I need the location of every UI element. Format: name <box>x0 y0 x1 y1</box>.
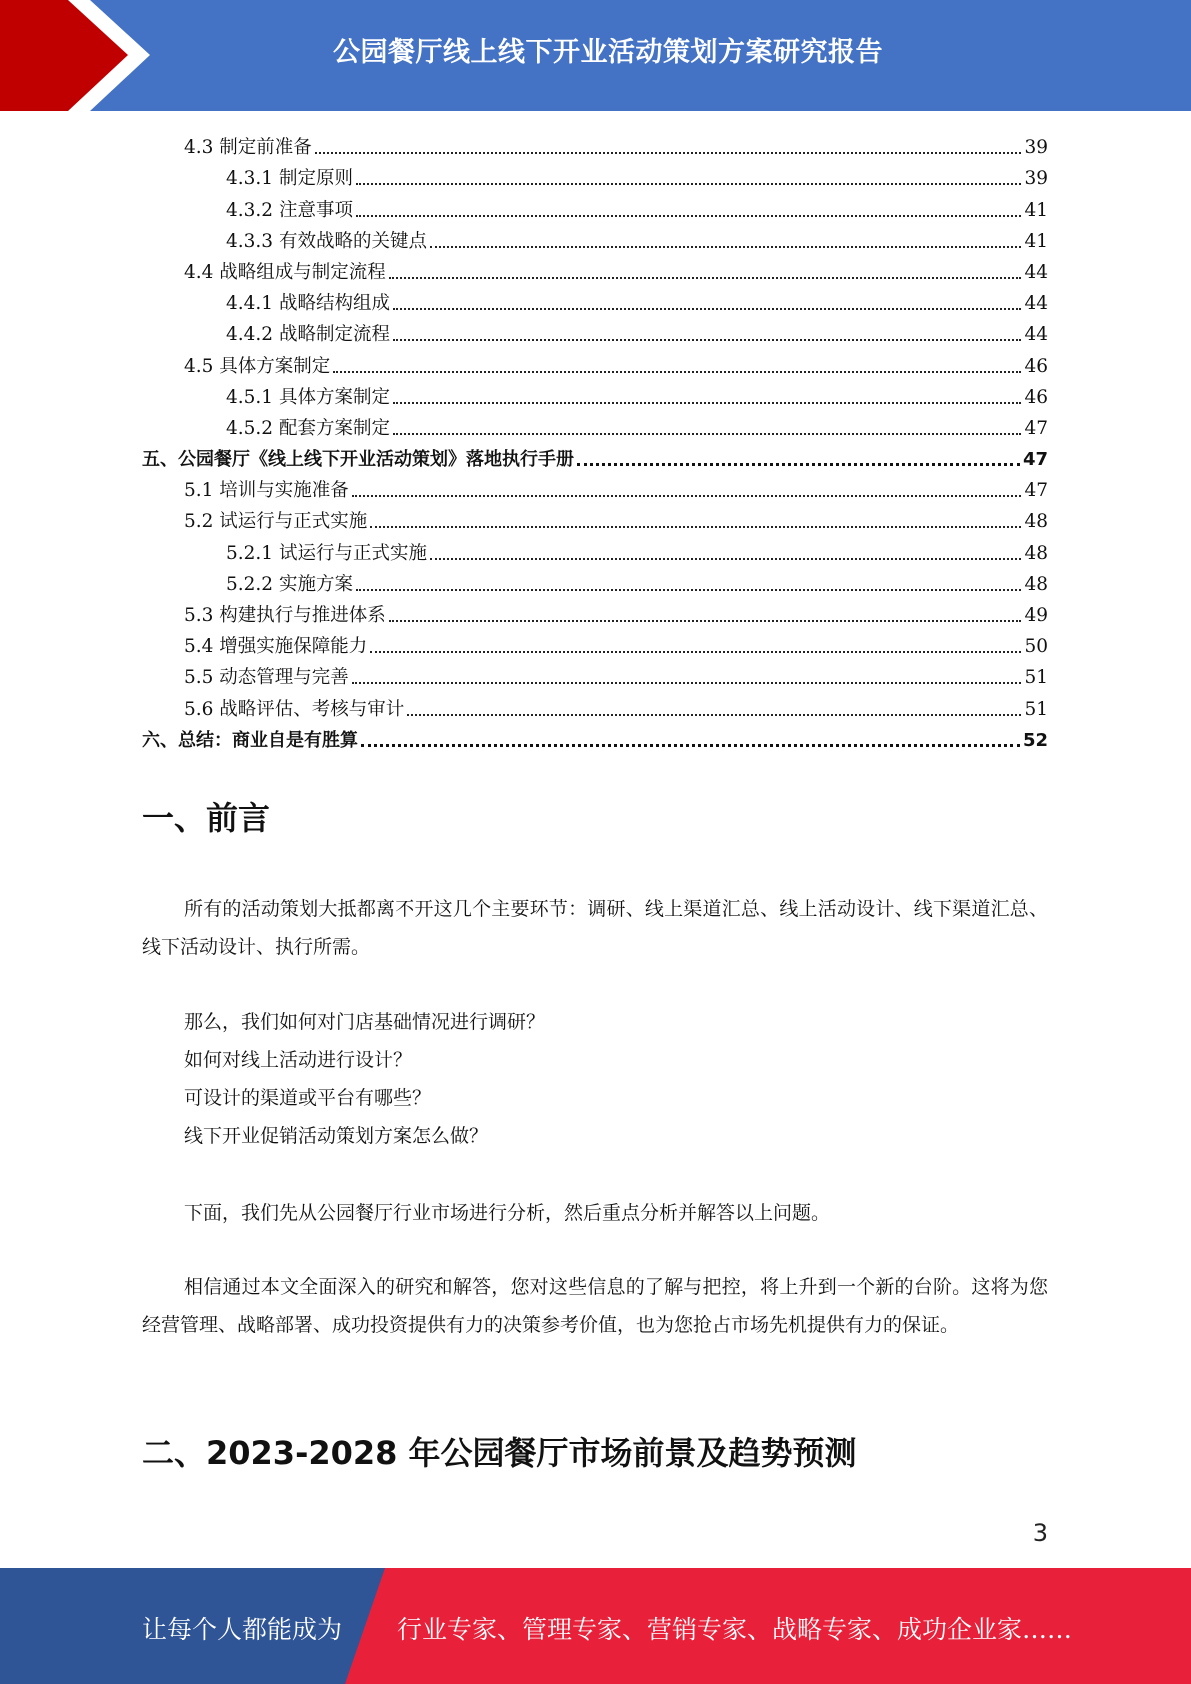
footer-slogan-left: 让每个人都能成为 <box>142 1615 343 1644</box>
toc-entry-page: 48 <box>1024 573 1048 595</box>
toc-entry[interactable] <box>142 315 1048 346</box>
toc-entry-label: 5.3 构建执行与推进体系 <box>184 605 386 626</box>
toc-entry-label: 4.5.1 具体方案制定 <box>226 386 390 408</box>
toc-entry-page: 44 <box>1024 324 1048 346</box>
toc-entry[interactable] <box>142 190 1048 221</box>
toc-entry-label: 5.2.1 试运行与正式实施 <box>226 542 427 564</box>
toc-dot-leader <box>356 588 1022 591</box>
toc-entry[interactable] <box>142 627 1048 658</box>
toc-entry-page: 46 <box>1024 355 1048 377</box>
toc-dot-leader <box>430 557 1021 560</box>
toc-entry-page: 44 <box>1024 261 1048 283</box>
toc-entry-label: 5.2 试运行与正式实施 <box>184 511 368 533</box>
toc-dot-leader <box>315 151 1022 154</box>
toc-entry-page: 46 <box>1024 386 1048 408</box>
section-heading-preface: 一、前言 <box>142 799 271 837</box>
toc-entry[interactable] <box>142 658 1048 689</box>
toc-entry-label: 4.5 具体方案制定 <box>184 355 331 377</box>
toc-entry-label: 4.3 制定前准备 <box>184 137 312 159</box>
toc-entry-page: 52 <box>1022 729 1048 751</box>
toc-entry-page: 39 <box>1024 168 1048 190</box>
toc-entry[interactable] <box>142 284 1048 315</box>
toc-dot-leader <box>389 619 1022 622</box>
toc-dot-leader <box>430 245 1021 248</box>
toc-entry-page: 47 <box>1024 480 1048 502</box>
toc-dot-leader <box>356 214 1022 217</box>
toc-entry-label: 六、总结：商业自是有胜算 <box>142 729 358 751</box>
toc-dot-leader <box>393 401 1021 404</box>
toc-entry[interactable] <box>142 222 1048 253</box>
toc-entry-label: 5.4 增强实施保障能力 <box>184 636 368 658</box>
toc-entry-page: 49 <box>1024 605 1048 626</box>
toc-entry-label: 5.2.2 实施方案 <box>226 573 353 595</box>
toc-entry-label: 4.3.3 有效战略的关键点 <box>226 230 427 252</box>
toc-dot-leader <box>356 182 1022 185</box>
toc-dot-leader <box>389 276 1022 279</box>
toc-entry-page: 47 <box>1024 417 1048 439</box>
question-line-3: 可设计的渠道或平台有哪些？ <box>184 1087 432 1109</box>
toc-entry-page: 51 <box>1024 667 1048 689</box>
page-footer <box>0 1568 1191 1684</box>
toc-entry-label: 5.6 战略评估、考核与审计 <box>184 698 405 720</box>
toc-entry[interactable] <box>142 533 1048 564</box>
toc-entry-page: 48 <box>1024 511 1048 533</box>
toc-dot-leader <box>393 432 1021 435</box>
toc-entry-label: 4.4.1 战略结构组成 <box>226 293 390 315</box>
toc-entry-label: 4.4.2 战略制定流程 <box>226 324 390 346</box>
toc-entry-page: 41 <box>1024 199 1048 221</box>
toc-entry[interactable] <box>142 378 1048 409</box>
toc-entry[interactable] <box>142 689 1048 720</box>
toc-entry-page: 51 <box>1024 698 1048 720</box>
toc-entry-label: 5.5 动态管理与完善 <box>184 667 349 689</box>
toc-entry[interactable] <box>142 502 1048 533</box>
toc-entry-page: 44 <box>1024 293 1048 315</box>
preface-paragraph-2: 下面，我们先从公园餐厅行业市场进行分析，然后重点分析并解答以上问题。 <box>184 1202 831 1224</box>
preface-paragraph-1: 所有的活动策划大抵都离不开这几个主要环节：调研、线上渠道汇总、线上活动设计、线下渠道汇总、线下活动设计、执行所需。 <box>142 898 1048 958</box>
table-of-contents <box>142 128 1048 752</box>
toc-dot-leader <box>393 307 1021 310</box>
toc-dot-leader <box>333 370 1021 373</box>
toc-entry[interactable] <box>142 159 1048 190</box>
page-number: 3 <box>1032 1519 1048 1547</box>
toc-dot-leader <box>393 338 1021 341</box>
toc-entry[interactable] <box>142 128 1048 159</box>
toc-entry-page: 41 <box>1024 230 1048 252</box>
preface-paragraph-3: 相信通过本文全面深入的研究和解答，您对这些信息的了解与把控，将上升到一个新的台阶。这将为您经营管理、战略部署、成功投资提供有力的决策参考价值，也为您抢占市场先机提供有力的保证。 <box>142 1276 1048 1336</box>
toc-entry[interactable] <box>142 409 1048 440</box>
toc-entry-page: 48 <box>1024 542 1048 564</box>
section-heading-market-forecast: 二、2023-2028 年公园餐厅市场前景及趋势预测 <box>142 1434 857 1472</box>
toc-entry-label: 五、公园餐厅《线上线下开业活动策划》落地执行手册 <box>142 449 574 471</box>
footer-slogan-right: 行业专家、管理专家、营销专家、战略专家、成功企业家…… <box>397 1615 1073 1644</box>
toc-entry-label: 5.1 培训与实施准备 <box>184 480 349 502</box>
toc-entry[interactable] <box>142 565 1048 596</box>
toc-entry[interactable] <box>142 253 1048 284</box>
question-line-4: 线下开业促销活动策划方案怎么做？ <box>184 1125 489 1147</box>
toc-entry-page: 39 <box>1024 137 1048 159</box>
toc-entry-label: 4.3.2 注意事项 <box>226 199 353 221</box>
page-header <box>0 0 1191 111</box>
toc-dot-leader <box>370 525 1021 528</box>
question-line-2: 如何对线上活动进行设计？ <box>184 1049 413 1071</box>
toc-dot-leader <box>361 743 1020 747</box>
toc-entry-label: 4.4 战略组成与制定流程 <box>184 261 386 283</box>
toc-entry[interactable] <box>142 721 1048 752</box>
toc-dot-leader <box>577 462 1020 466</box>
toc-entry[interactable] <box>142 346 1048 377</box>
toc-entry-page: 47 <box>1022 449 1048 471</box>
question-line-1: 那么，我们如何对门店基础情况进行调研？ <box>184 1011 546 1033</box>
report-title: 公园餐厅线上线下开业活动策划方案研究报告 <box>333 37 883 68</box>
toc-entry-label: 4.3.1 制定原则 <box>226 168 353 190</box>
toc-entry[interactable] <box>142 596 1048 627</box>
toc-dot-leader <box>352 494 1022 497</box>
toc-dot-leader <box>370 650 1021 653</box>
toc-entry[interactable] <box>142 440 1048 471</box>
toc-dot-leader <box>407 713 1021 716</box>
toc-entry-page: 50 <box>1024 636 1048 658</box>
toc-entry[interactable] <box>142 471 1048 502</box>
toc-dot-leader <box>352 681 1022 684</box>
toc-entry-label: 4.5.2 配套方案制定 <box>226 417 390 439</box>
